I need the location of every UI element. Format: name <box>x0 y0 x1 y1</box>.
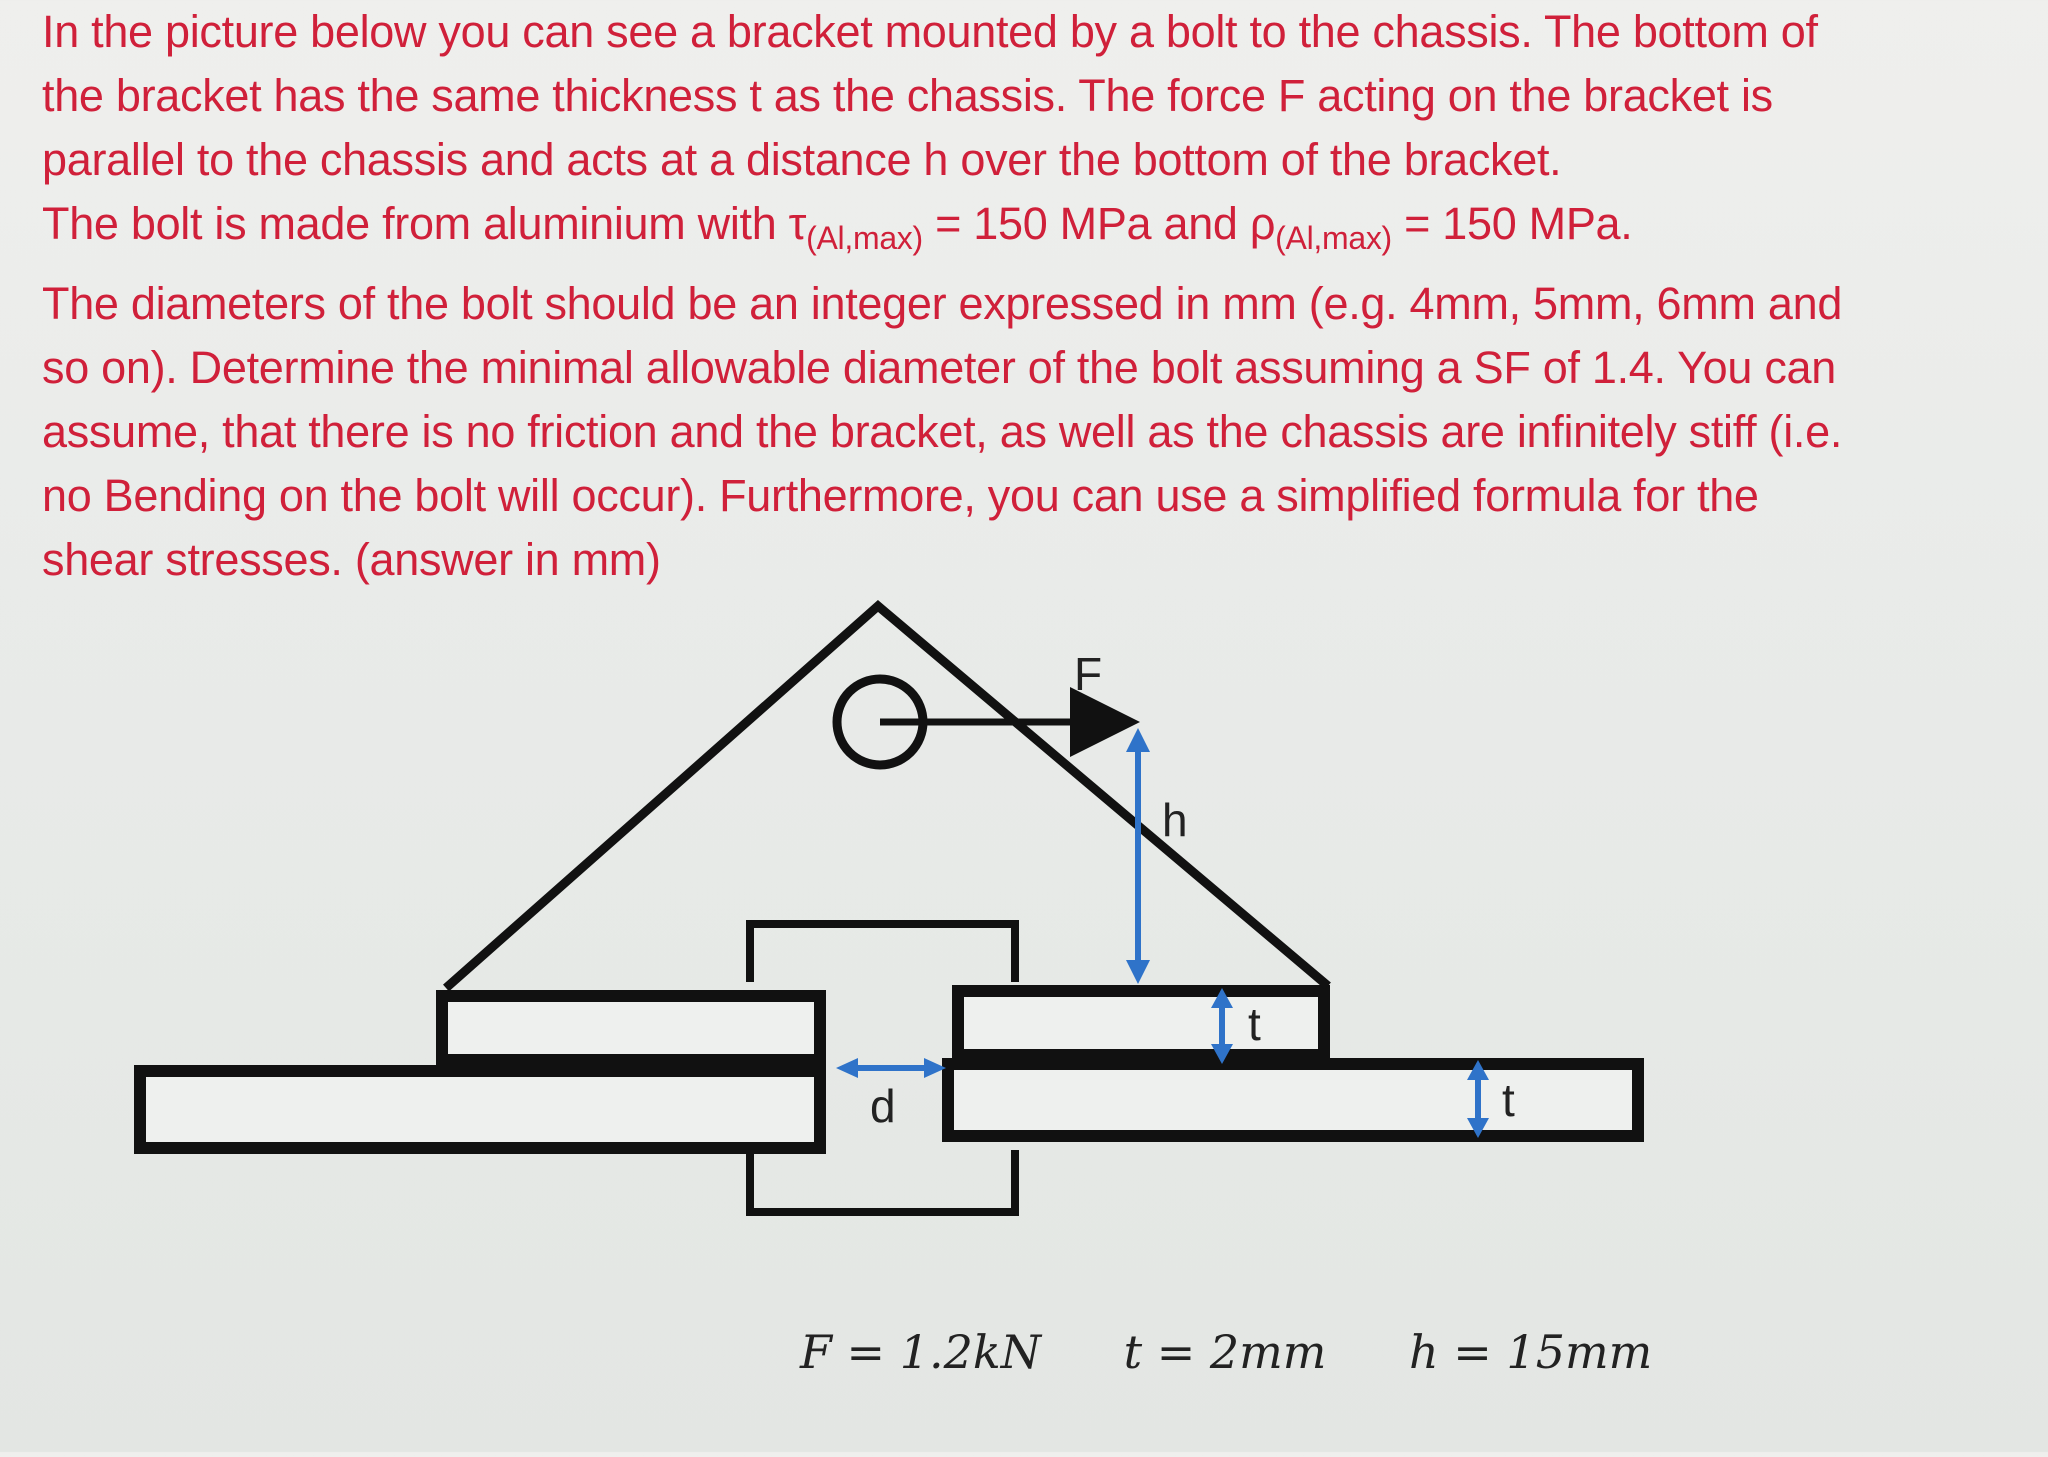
tau-value: = 150 MPa and <box>922 198 1250 249</box>
rho-subscript: (Al,max) <box>1275 220 1392 256</box>
bolt-head <box>750 924 1015 982</box>
tau-symbol: τ <box>788 198 807 249</box>
tau-subscript: (Al,max) <box>806 220 923 256</box>
height-label: h <box>1162 794 1188 846</box>
bracket-thickness-label: t <box>1248 998 1261 1050</box>
problem-line: shear stresses. (answer in mm) <box>42 534 661 585</box>
rho-value: = 150 MPa. <box>1391 198 1633 249</box>
chassis-left-plate <box>140 1071 820 1148</box>
given-force: F = 1.2kN <box>800 1325 1041 1379</box>
problem-line: so on). Determine the minimal allowable diameter of the bolt assuming a SF of 1.4. You can <box>42 342 1836 393</box>
bracket-base-right <box>958 991 1324 1055</box>
height-arrow-bottom <box>1126 960 1150 984</box>
bolt-nut <box>750 1150 1015 1212</box>
problem-line: the bracket has the same thickness t as the chassis. The force F acting on the bracket is <box>42 70 1773 121</box>
diameter-label: d <box>870 1080 896 1132</box>
chassis-thickness-label: t <box>1502 1074 1515 1126</box>
given-height: h = 15mm <box>1409 1325 1653 1379</box>
problem-line: The diameters of the bolt should be an integer expressed in mm (e.g. 4mm, 5mm, 6mm and <box>42 278 1843 329</box>
rho-symbol: ρ <box>1249 198 1276 249</box>
force-label: F <box>1074 648 1103 700</box>
bracket-base-left <box>442 996 820 1060</box>
problem-line: no Bending on the bolt will occur). Furthermore, you can use a simplified formula for the <box>42 470 1759 521</box>
material-prefix: The bolt is made from aluminium with <box>42 198 789 249</box>
given-values <box>800 1325 1720 1379</box>
problem-line: assume, that there is no friction and the bracket, as well as the chassis are infinitely stiff (i.e. <box>42 406 1843 457</box>
diameter-arrow-left <box>836 1058 858 1078</box>
height-arrow-top <box>1126 728 1150 752</box>
given-thickness: t = 2mm <box>1123 1325 1327 1379</box>
problem-line: parallel to the chassis and acts at a distance h over the bottom of the bracket. <box>42 134 1562 185</box>
problem-line: In the picture below you can see a bracket mounted by a bolt to the chassis. The bottom of <box>42 6 1818 57</box>
bracket-triangle <box>446 606 1328 988</box>
chassis-right-plate <box>948 1064 1638 1136</box>
